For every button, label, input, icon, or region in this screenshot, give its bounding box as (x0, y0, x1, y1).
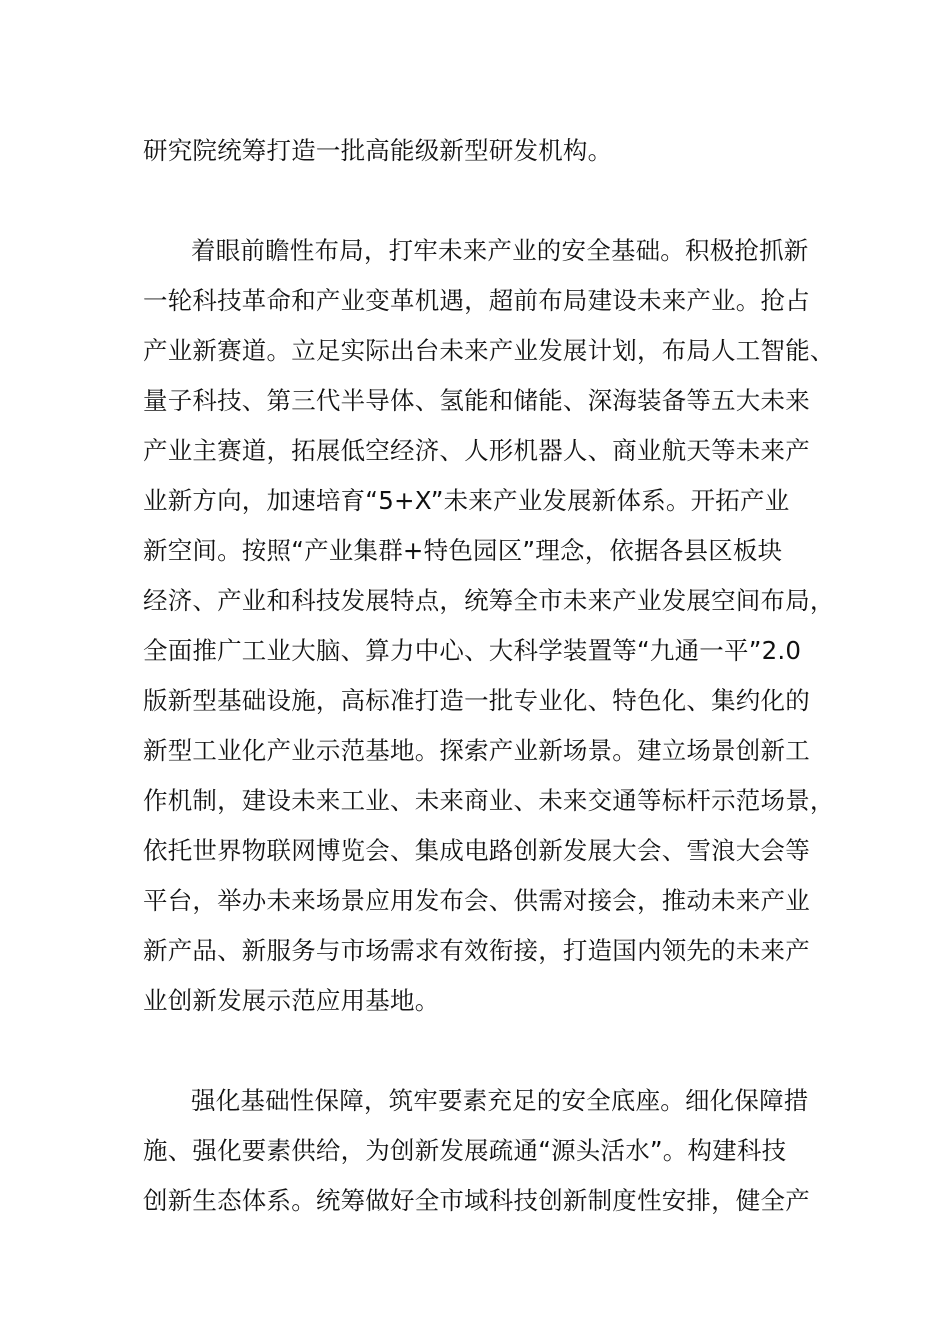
paragraph-2-line-8: 经济、产业和科技发展特点，统筹全市未来产业发展空间布局， (143, 586, 835, 615)
paragraph-2-line-1: 着眼前瞻性布局，打牢未来产业的安全基础。积极抢抓新 (191, 236, 809, 265)
paragraph-2-line-16: 业创新发展示范应用基地。 (143, 986, 440, 1015)
paragraph-1-line-1: 研究院统筹打造一批高能级新型研发机构。 (143, 136, 613, 165)
paragraph-2-line-10: 版新型基础设施，高标准打造一批专业化、特色化、集约化的 (143, 686, 810, 715)
paragraph-2-line-14: 平台，举办未来场景应用发布会、供需对接会，推动未来产业 (143, 886, 810, 915)
paragraph-2-line-7: 新空间。按照“产业集群+特色园区”理念，依据各县区板块 (143, 536, 783, 565)
paragraph-2-line-11: 新型工业化产业示范基地。探索产业新场景。建立场景创新工 (143, 736, 810, 765)
paragraph-2-line-13: 依托世界物联网博览会、集成电路创新发展大会、雪浪大会等 (143, 836, 810, 865)
paragraph-2-line-3: 产业新赛道。立足实际出台未来产业发展计划，布局人工智能、 (143, 336, 835, 365)
paragraph-2-line-2: 一轮科技革命和产业变革机遇，超前布局建设未来产业。抢占 (143, 286, 810, 315)
paragraph-2-line-5: 产业主赛道，拓展低空经济、人形机器人、商业航天等未来产 (143, 436, 810, 465)
paragraph-2-line-12: 作机制，建设未来工业、未来商业、未来交通等标杆示范场景， (143, 786, 835, 815)
paragraph-3-line-1: 强化基础性保障，筑牢要素充足的安全底座。细化保障措 (191, 1086, 809, 1115)
paragraph-2-line-9: 全面推广工业大脑、算力中心、大科学装置等“九通一平”2.0 (143, 636, 802, 665)
paragraph-2-line-6: 业新方向，加速培育“5+X”未来产业发展新体系。开拓产业 (143, 486, 790, 515)
paragraph-3-line-3: 创新生态体系。统筹做好全市域科技创新制度性安排，健全产 (143, 1186, 810, 1215)
paragraph-3-line-2: 施、强化要素供给，为创新发展疏通“源头活水”。构建科技 (143, 1136, 787, 1165)
paragraph-2-line-4: 量子科技、第三代半导体、氢能和储能、深海装备等五大未来 (143, 386, 810, 415)
paragraph-2-line-15: 新产品、新服务与市场需求有效衔接，打造国内领先的未来产 (143, 936, 810, 965)
